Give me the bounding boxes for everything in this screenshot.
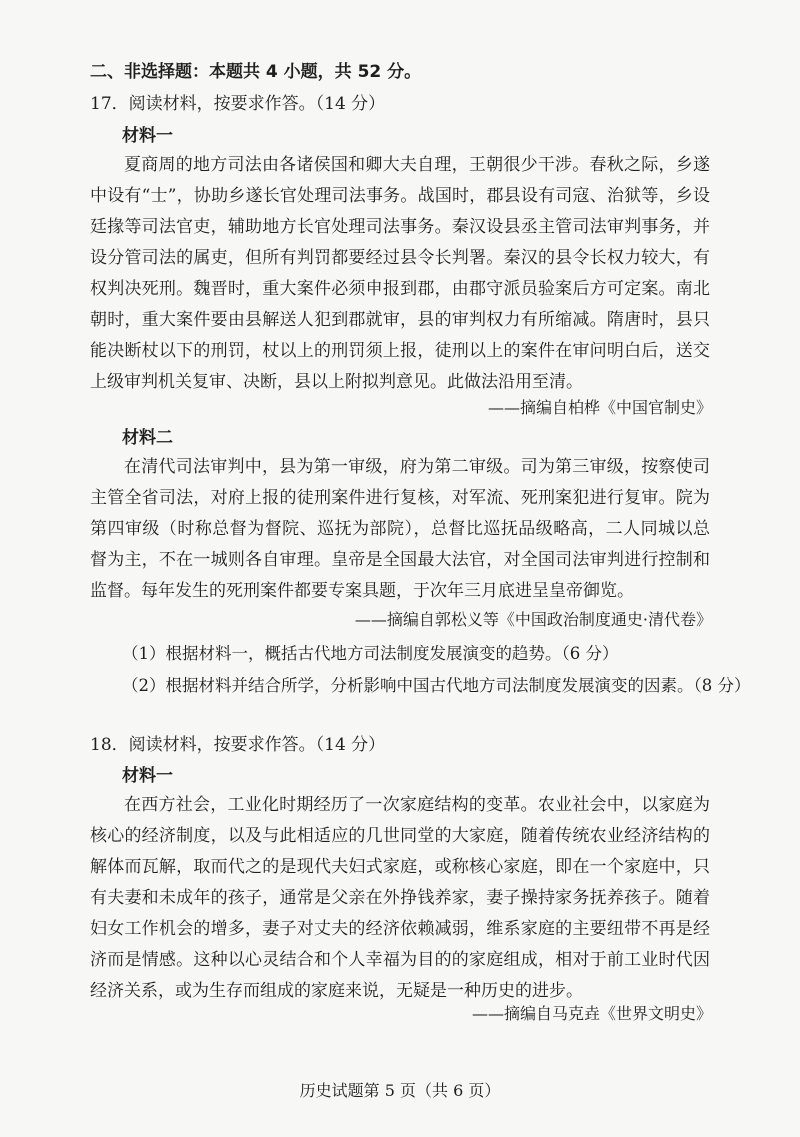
q17-material2-title: 材料二	[122, 428, 173, 448]
q18-material1-source: ——摘编自马克垚《世界文明史》	[471, 1004, 712, 1023]
q17-material1-text: 夏商周的地方司法由各诸侯国和卿大夫自理，王朝很少干涉。春秋之际，乡遂中设有“士”，协助乡遂长官处理司法事务。战国时，郡县设有司寇、治狱等，乡设廷掾等司法官吏，辅助地方长官处理司法事务。秦汉设县丞主管司法审判事务，并设分管司法的属吏，但所有判罚都要经过县令长判署。秦汉的县令长权力较大，有权判决死刑。魏晋时，重大案件必须申报到郡，由郡守派员验案后方可定案。南北朝时，重大案件要由县解送人犯到郡就审，县的审判权力有所缩减。隋唐时，县只能决断杖以下的刑罚，杖以上的刑罚须上报，徒刑以上的案件在审问明白后，送交上级审判机关复审、决断，县以上附拟判意见。此做法沿用至清。	[90, 155, 710, 392]
q18-material1-title: 材料一	[122, 766, 173, 786]
q17-subquestion-2: （2）根据材料并结合所学，分析影响中国古代地方司法制度发展演变的因素。（8 分）	[122, 676, 751, 695]
page-footer: 历史试题第 5 页（共 6 页）	[299, 1081, 501, 1100]
q18-material1-text: 在西方社会，工业化时期经历了一次家庭结构的变革。农业社会中，以家庭为核心的经济制度，以及与此相适应的几世同堂的大家庭，随着传统农业经济结构的解体而瓦解，取而代之的是现代夫妇式家庭，或称核心家庭，即在一个家庭中，只有夫妻和未成年的孩子，通常是父亲在外挣钱养家，妻子操持家务抚养孩子。随着妇女工作机会的增多，妻子对丈夫的经济依赖减弱，维系家庭的主要纽带不再是经济而是情感。这种以心灵结合和个人幸福为目的的家庭组成，相对于前工业时代因经济关系，或为生存而组成的家庭来说，无疑是一种历史的进步。	[90, 795, 710, 1001]
q17-subquestion-1: （1）根据材料一，概括古代地方司法制度发展演变的趋势。（6 分）	[122, 644, 619, 663]
question-18-stem: 18．阅读材料，按要求作答。（14 分）	[90, 735, 386, 755]
section-header: 二、非选择题：本题共 4 小题，共 52 分。	[90, 62, 422, 82]
q17-material2-text: 在清代司法审判中，县为第一审级，府为第二审级。司为第三审级，按察使司主管全省司法，对府上报的徒刑案件进行复核，对军流、死刑案犯进行复审。院为第四审级（时称总督为督院、巡抚为部院），总督比巡抚品级略高，二人同城以总督为主，不在一城则各自审理。皇帝是全国最大法官，对全国司法审判进行控制和监督。每年发生的死刑案件都要专案具题，于次年三月底进呈皇帝御览。	[90, 457, 710, 601]
question-17-stem: 17．阅读材料，按要求作答。（14 分）	[90, 94, 386, 114]
q17-material1-source: ——摘编自柏桦《中国官制史》	[487, 398, 712, 417]
q17-material1-title: 材料一	[122, 126, 173, 146]
q17-material2-source: ——摘编自郭松义等《中国政治制度通史·清代卷》	[354, 610, 712, 629]
